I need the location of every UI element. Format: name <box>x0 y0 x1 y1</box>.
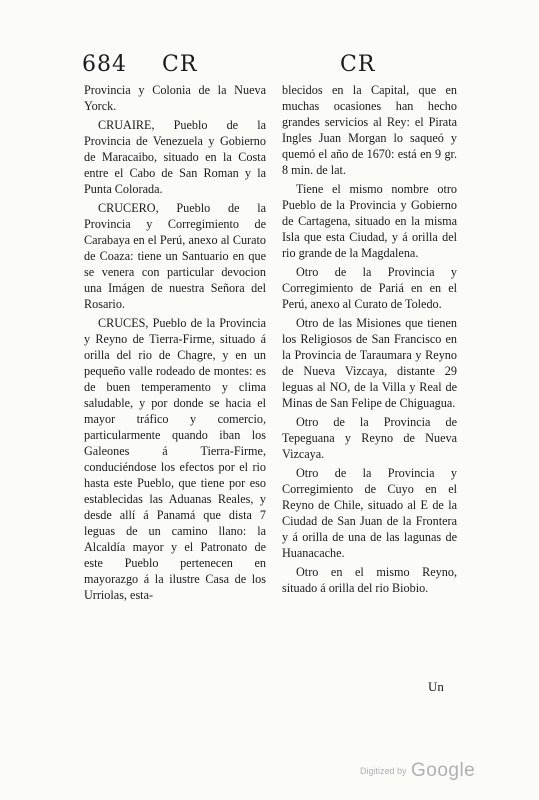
paragraph-continuation: blecidos en la Capital, que en muchas ocasiones han hecho grandes servicios al Rey: el Pirata Ingles Juan Morgan lo saqueó y quemó el año de 1670: está en 9 gr. 8 min. de lat. <box>282 83 457 177</box>
entry-cruces-paria: Otro de la Provincia y Corregimiento de Pariá en en el Perú, anexo al Curato de Toledo. <box>282 265 457 311</box>
right-text-column <box>282 82 457 599</box>
entry-cruces-biobio: Otro en el mismo Reyno, situado á orilla del rio Biobio. <box>282 565 457 595</box>
entry-cruces-tepeguana: Otro de la Provincia de Tepeguana y Reyno de Nueva Vizcaya. <box>282 415 457 461</box>
entry-cruces-cartagena: Tiene el mismo nombre otro Pueblo de la Provincia y Gobierno de Cartagena, situado en la misma Isla que esta Ciudad, y á orilla del rio grande de la Magdalena. <box>282 182 457 260</box>
catchword: Un <box>428 679 444 694</box>
watermark-prefix: Digitized by <box>360 766 407 776</box>
entry-cruces-cuyo: Otro de la Provincia y Corregimiento de Cuyo en el Reyno de Chile, situado al E de la Ciudad de San Juan de la Frontera y á orilla de una de las lagunas de Huanacache. <box>282 466 457 560</box>
digitized-watermark <box>360 760 475 782</box>
right-running-heading: CR <box>340 52 376 77</box>
left-text-column <box>84 82 266 606</box>
paragraph-continuation: Provincia y Colonia de la Nueva Yorck. <box>84 83 266 113</box>
entry-cruaire: CRUAIRE, Pueblo de la Provincia de Venezuela y Gobierno de Maracaibo, situado en la Costa entre el Cabo de San Roman y la Punta Colorada. <box>84 118 266 196</box>
entry-cruces-taraumara: Otro de las Misiones que tienen los Religiosos de San Francisco en la Provincia de Taraumara y Reyno de Nueva Vizcaya, distante 29 leguas al NO, de la Villa y Real de Minas de San Felipe de Chiguagua. <box>282 316 457 410</box>
entry-crucero: CRUCERO, Pueblo de la Provincia y Corregimiento de Carabaya en el Perú, anexo al Curato de Coaza: tiene un Santuario en que se venera con particular devocion una Imágen de nuestra Señora del Rosario. <box>84 201 266 311</box>
running-header <box>82 52 482 82</box>
google-logo: Google <box>410 760 476 781</box>
left-running-heading: CR <box>162 52 198 77</box>
page-number: 684 <box>82 52 127 77</box>
entry-cruces: CRUCES, Pueblo de la Provincia y Reyno de Tierra-Firme, situado á orilla del rio de Chagre, y en un pequeño valle rodeado de montes: es de buen temperamento y clima saludable, y por donde se hacia el mayor tráfico y comercio, particularmente quando iban los Galeones á Tierra-Firme, conduciéndose los efectos por el rio hasta este Pueblo, que tiene por eso establecidas las Aduanas Reales, y desde allí á Panamá que dista 7 leguas de un camino llano: la Alcaldía mayor y el Patronato de este Pueblo pertenecen en mayorazgo á la ilustre Casa de los Urriolas, esta- <box>84 316 266 602</box>
